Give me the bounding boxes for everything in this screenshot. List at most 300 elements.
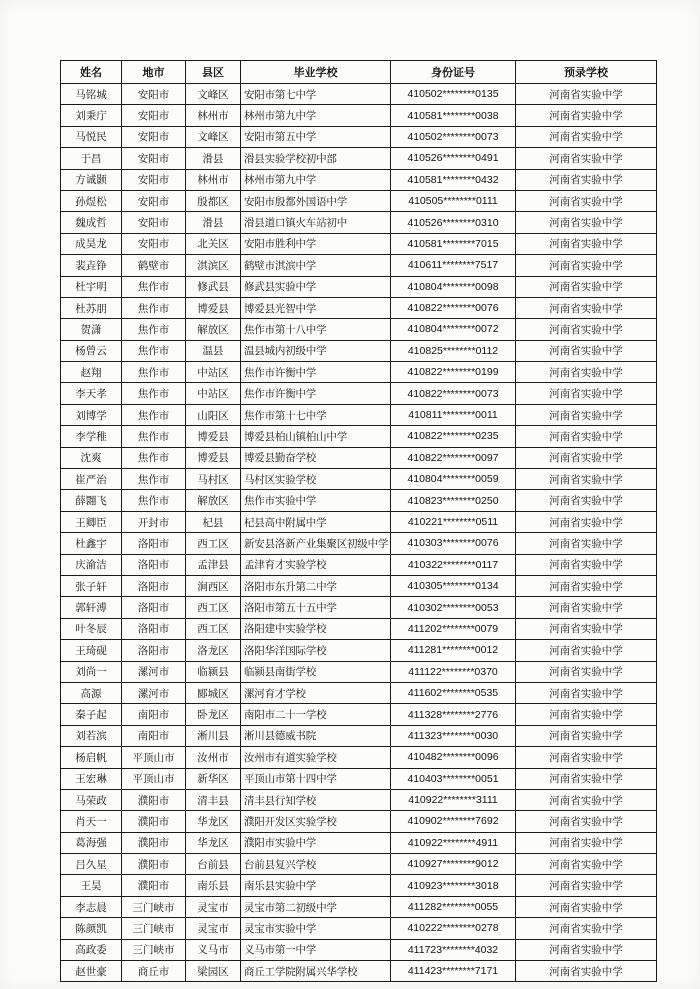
cell-city: 安阳市 [122, 148, 186, 169]
cell-name: 刘尚一 [61, 661, 122, 682]
cell-name: 张子轩 [61, 575, 122, 596]
cell-id-number: 410823********0250 [391, 490, 516, 511]
cell-name: 叶冬辰 [61, 618, 122, 639]
cell-admitted-school: 河南省实验中学 [516, 533, 657, 554]
cell-school: 洛阳华洋国际学校 [241, 640, 391, 661]
cell-district: 滑县 [186, 148, 241, 169]
cell-city: 焦作市 [122, 404, 186, 425]
table-row [61, 148, 657, 169]
header-admitted-school: 预录学校 [516, 61, 657, 84]
table-row [61, 84, 657, 105]
cell-city: 平顶山市 [122, 768, 186, 789]
cell-admitted-school: 河南省实验中学 [516, 105, 657, 126]
table-row [61, 469, 657, 490]
cell-district: 南乐县 [186, 875, 241, 896]
cell-school: 淅川县德威书院 [241, 725, 391, 746]
cell-name: 吕久星 [61, 854, 122, 875]
cell-school: 洛阳市第五十五中学 [241, 597, 391, 618]
cell-admitted-school: 河南省实验中学 [516, 661, 657, 682]
header-row [61, 61, 657, 84]
cell-city: 漯河市 [122, 682, 186, 703]
table-row [61, 575, 657, 596]
table-row [61, 918, 657, 939]
cell-school: 林州市第九中学 [241, 105, 391, 126]
cell-city: 洛阳市 [122, 618, 186, 639]
table-row [61, 640, 657, 661]
cell-district: 北关区 [186, 233, 241, 254]
cell-city: 安阳市 [122, 212, 186, 233]
cell-admitted-school: 河南省实验中学 [516, 618, 657, 639]
cell-city: 濮阳市 [122, 789, 186, 810]
cell-city: 开封市 [122, 511, 186, 532]
cell-school: 滑县实验学校初中部 [241, 148, 391, 169]
cell-admitted-school: 河南省实验中学 [516, 383, 657, 404]
cell-district: 西工区 [186, 597, 241, 618]
cell-name: 陈颜凯 [61, 918, 122, 939]
cell-id-number: 410502********0073 [391, 126, 516, 147]
cell-district: 涧西区 [186, 575, 241, 596]
cell-admitted-school: 河南省实验中学 [516, 255, 657, 276]
cell-district: 新华区 [186, 768, 241, 789]
cell-admitted-school: 河南省实验中学 [516, 447, 657, 468]
cell-admitted-school: 河南省实验中学 [516, 811, 657, 832]
cell-id-number: 410505********0111 [391, 190, 516, 211]
cell-admitted-school: 河南省实验中学 [516, 319, 657, 340]
cell-school: 商丘工学院附属兴华学校 [241, 961, 391, 982]
cell-admitted-school: 河南省实验中学 [516, 84, 657, 105]
cell-admitted-school: 河南省实验中学 [516, 511, 657, 532]
cell-district: 淇滨区 [186, 255, 241, 276]
table-row [61, 362, 657, 383]
cell-school: 孟津育才实验学校 [241, 554, 391, 575]
cell-id-number: 410825********0112 [391, 340, 516, 361]
cell-school: 安阳市第七中学 [241, 84, 391, 105]
cell-id-number: 410927********9012 [391, 854, 516, 875]
cell-id-number: 411281********0012 [391, 640, 516, 661]
cell-district: 中站区 [186, 383, 241, 404]
table-row [61, 747, 657, 768]
table-row [61, 212, 657, 233]
cell-city: 商丘市 [122, 961, 186, 982]
cell-id-number: 411202********0079 [391, 618, 516, 639]
cell-name: 方诚颢 [61, 169, 122, 190]
cell-admitted-school: 河南省实验中学 [516, 704, 657, 725]
header-district: 县区 [186, 61, 241, 84]
cell-id-number: 410502********0135 [391, 84, 516, 105]
cell-school: 焦作市第十八中学 [241, 319, 391, 340]
cell-admitted-school: 河南省实验中学 [516, 854, 657, 875]
cell-name: 王宏琳 [61, 768, 122, 789]
cell-school: 新安县洛新产业集聚区初级中学 [241, 533, 391, 554]
cell-city: 安阳市 [122, 105, 186, 126]
cell-name: 庆渝洁 [61, 554, 122, 575]
cell-district: 解放区 [186, 319, 241, 340]
cell-school: 鹤壁市淇滨中学 [241, 255, 391, 276]
table-row [61, 255, 657, 276]
cell-district: 淅川县 [186, 725, 241, 746]
cell-district: 博爱县 [186, 447, 241, 468]
cell-school: 焦作市实验中学 [241, 490, 391, 511]
cell-name: 刘博学 [61, 404, 122, 425]
table-row [61, 618, 657, 639]
cell-name: 葛海强 [61, 832, 122, 853]
cell-admitted-school: 河南省实验中学 [516, 190, 657, 211]
table-row [61, 789, 657, 810]
cell-name: 马铭城 [61, 84, 122, 105]
cell-school: 南乐县实验中学 [241, 875, 391, 896]
header-school: 毕业学校 [241, 61, 391, 84]
cell-district: 林州市 [186, 169, 241, 190]
header-city: 地市 [122, 61, 186, 84]
cell-school: 南阳市二十一学校 [241, 704, 391, 725]
cell-school: 洛阳市东升第二中学 [241, 575, 391, 596]
table-row [61, 597, 657, 618]
cell-city: 洛阳市 [122, 597, 186, 618]
cell-id-number: 410303********0076 [391, 533, 516, 554]
cell-admitted-school: 河南省实验中学 [516, 939, 657, 960]
cell-school: 清丰县行知学校 [241, 789, 391, 810]
cell-school: 滑县道口镇火车站初中 [241, 212, 391, 233]
table-row [61, 426, 657, 447]
cell-city: 安阳市 [122, 84, 186, 105]
table-row [61, 811, 657, 832]
cell-admitted-school: 河南省实验中学 [516, 961, 657, 982]
cell-city: 鹤壁市 [122, 255, 186, 276]
cell-district: 西工区 [186, 618, 241, 639]
cell-admitted-school: 河南省实验中学 [516, 554, 657, 575]
cell-name: 杜宇明 [61, 276, 122, 297]
cell-district: 华龙区 [186, 832, 241, 853]
cell-name: 高源 [61, 682, 122, 703]
cell-school: 灵宝市实验中学 [241, 918, 391, 939]
cell-city: 焦作市 [122, 426, 186, 447]
cell-city: 濮阳市 [122, 854, 186, 875]
cell-admitted-school: 河南省实验中学 [516, 875, 657, 896]
cell-name: 李志晨 [61, 896, 122, 917]
cell-name: 杜苏朋 [61, 297, 122, 318]
cell-school: 林州市第九中学 [241, 169, 391, 190]
cell-name: 孙煜松 [61, 190, 122, 211]
table-row [61, 190, 657, 211]
table-row [61, 896, 657, 917]
cell-id-number: 410581********0038 [391, 105, 516, 126]
cell-name: 马悦民 [61, 126, 122, 147]
table-row [61, 875, 657, 896]
cell-id-number: 411328********2776 [391, 704, 516, 725]
cell-id-number: 410804********0072 [391, 319, 516, 340]
cell-school: 马村区实验学校 [241, 469, 391, 490]
table-row [61, 233, 657, 254]
cell-city: 三门峡市 [122, 896, 186, 917]
cell-city: 三门峡市 [122, 918, 186, 939]
cell-district: 西工区 [186, 533, 241, 554]
cell-id-number: 410526********0310 [391, 212, 516, 233]
cell-id-number: 410822********0076 [391, 297, 516, 318]
cell-school: 博爱县光智中学 [241, 297, 391, 318]
cell-district: 华龙区 [186, 811, 241, 832]
cell-name: 薛翾飞 [61, 490, 122, 511]
cell-district: 中站区 [186, 362, 241, 383]
cell-school: 修武县实验中学 [241, 276, 391, 297]
cell-city: 洛阳市 [122, 640, 186, 661]
table-row [61, 383, 657, 404]
cell-name: 沈爽 [61, 447, 122, 468]
cell-id-number: 410222********0278 [391, 918, 516, 939]
cell-city: 焦作市 [122, 276, 186, 297]
cell-district: 修武县 [186, 276, 241, 297]
cell-school: 漯河育才学校 [241, 682, 391, 703]
table-row [61, 126, 657, 147]
cell-id-number: 410822********0199 [391, 362, 516, 383]
table-row [61, 511, 657, 532]
cell-city: 濮阳市 [122, 811, 186, 832]
cell-district: 义马市 [186, 939, 241, 960]
cell-district: 文峰区 [186, 84, 241, 105]
cell-school: 焦作市许衡中学 [241, 383, 391, 404]
cell-city: 焦作市 [122, 362, 186, 383]
cell-id-number: 411423********7171 [391, 961, 516, 982]
cell-district: 博爱县 [186, 426, 241, 447]
cell-admitted-school: 河南省实验中学 [516, 682, 657, 703]
cell-district: 解放区 [186, 490, 241, 511]
cell-district: 马村区 [186, 469, 241, 490]
table-row [61, 169, 657, 190]
cell-name: 郭轩溥 [61, 597, 122, 618]
cell-admitted-school: 河南省实验中学 [516, 404, 657, 425]
cell-admitted-school: 河南省实验中学 [516, 426, 657, 447]
cell-name: 李天孝 [61, 383, 122, 404]
cell-district: 临颍县 [186, 661, 241, 682]
cell-name: 肖天一 [61, 811, 122, 832]
cell-district: 洛龙区 [186, 640, 241, 661]
cell-school: 平顶山市第十四中学 [241, 768, 391, 789]
cell-admitted-school: 河南省实验中学 [516, 747, 657, 768]
cell-city: 焦作市 [122, 340, 186, 361]
cell-name: 秦子起 [61, 704, 122, 725]
table-row [61, 854, 657, 875]
cell-admitted-school: 河南省实验中学 [516, 233, 657, 254]
cell-id-number: 411122********0370 [391, 661, 516, 682]
cell-district: 灵宝市 [186, 918, 241, 939]
cell-admitted-school: 河南省实验中学 [516, 640, 657, 661]
header-name: 姓名 [61, 61, 122, 84]
cell-district: 滑县 [186, 212, 241, 233]
cell-school: 濮阳市实验中学 [241, 832, 391, 853]
cell-city: 安阳市 [122, 169, 186, 190]
cell-city: 焦作市 [122, 447, 186, 468]
cell-admitted-school: 河南省实验中学 [516, 469, 657, 490]
table-row [61, 832, 657, 853]
cell-city: 南阳市 [122, 725, 186, 746]
cell-city: 洛阳市 [122, 533, 186, 554]
cell-name: 刘若滨 [61, 725, 122, 746]
cell-school: 义马市第一中学 [241, 939, 391, 960]
cell-name: 赵翔 [61, 362, 122, 383]
cell-district: 郾城区 [186, 682, 241, 703]
cell-name: 王琦砚 [61, 640, 122, 661]
cell-district: 台前县 [186, 854, 241, 875]
cell-name: 马荣政 [61, 789, 122, 810]
table-row [61, 404, 657, 425]
cell-name: 李学稚 [61, 426, 122, 447]
table-row [61, 961, 657, 982]
cell-school: 台前县复兴学校 [241, 854, 391, 875]
cell-district: 殷都区 [186, 190, 241, 211]
cell-school: 温县城内初级中学 [241, 340, 391, 361]
cell-name: 赵世豪 [61, 961, 122, 982]
cell-name: 贺潇 [61, 319, 122, 340]
cell-admitted-school: 河南省实验中学 [516, 490, 657, 511]
cell-admitted-school: 河南省实验中学 [516, 597, 657, 618]
cell-admitted-school: 河南省实验中学 [516, 725, 657, 746]
cell-id-number: 410581********7015 [391, 233, 516, 254]
cell-name: 崔严治 [61, 469, 122, 490]
cell-city: 洛阳市 [122, 575, 186, 596]
cell-city: 安阳市 [122, 126, 186, 147]
table-row [61, 340, 657, 361]
cell-city: 平顶山市 [122, 747, 186, 768]
cell-id-number: 410403********0051 [391, 768, 516, 789]
cell-id-number: 410822********0235 [391, 426, 516, 447]
cell-id-number: 411323********0030 [391, 725, 516, 746]
cell-name: 于昌 [61, 148, 122, 169]
cell-city: 濮阳市 [122, 832, 186, 853]
cell-school: 灵宝市第二初级中学 [241, 896, 391, 917]
cell-school: 博爱县勤奋学校 [241, 447, 391, 468]
cell-admitted-school: 河南省实验中学 [516, 918, 657, 939]
cell-admitted-school: 河南省实验中学 [516, 212, 657, 233]
cell-city: 焦作市 [122, 383, 186, 404]
cell-id-number: 410526********0491 [391, 148, 516, 169]
cell-name: 裴垚铮 [61, 255, 122, 276]
table-row [61, 661, 657, 682]
cell-name: 杨曾云 [61, 340, 122, 361]
cell-district: 卧龙区 [186, 704, 241, 725]
cell-school: 临颍县南街学校 [241, 661, 391, 682]
cell-district: 文峰区 [186, 126, 241, 147]
cell-admitted-school: 河南省实验中学 [516, 768, 657, 789]
cell-school: 安阳市胜利中学 [241, 233, 391, 254]
cell-school: 焦作市第十七中学 [241, 404, 391, 425]
cell-name: 魏成哲 [61, 212, 122, 233]
cell-id-number: 410923********3018 [391, 875, 516, 896]
cell-school: 洛阳建中实验学校 [241, 618, 391, 639]
cell-name: 杜鑫宇 [61, 533, 122, 554]
cell-city: 焦作市 [122, 490, 186, 511]
cell-id-number: 410611********7517 [391, 255, 516, 276]
cell-district: 灵宝市 [186, 896, 241, 917]
cell-admitted-school: 河南省实验中学 [516, 362, 657, 383]
cell-school: 安阳市殷都外国语中学 [241, 190, 391, 211]
header-id-number: 身份证号 [391, 61, 516, 84]
table-row [61, 704, 657, 725]
cell-school: 汝州市有道实验学校 [241, 747, 391, 768]
cell-school: 濮阳开发区实验学校 [241, 811, 391, 832]
cell-name: 王昊 [61, 875, 122, 896]
table-row [61, 768, 657, 789]
cell-id-number: 410482********0096 [391, 747, 516, 768]
cell-id-number: 411282********0055 [391, 896, 516, 917]
cell-school: 杞县高中附属中学 [241, 511, 391, 532]
cell-city: 焦作市 [122, 297, 186, 318]
cell-district: 孟津县 [186, 554, 241, 575]
cell-school: 安阳市第五中学 [241, 126, 391, 147]
table-row [61, 533, 657, 554]
cell-district: 林州市 [186, 105, 241, 126]
cell-admitted-school: 河南省实验中学 [516, 896, 657, 917]
cell-name: 王卿臣 [61, 511, 122, 532]
cell-district: 杞县 [186, 511, 241, 532]
cell-city: 安阳市 [122, 233, 186, 254]
cell-name: 高政委 [61, 939, 122, 960]
cell-district: 梁园区 [186, 961, 241, 982]
cell-id-number: 410811********0011 [391, 404, 516, 425]
admission-table [60, 60, 657, 982]
cell-school: 博爱县柏山镇柏山中学 [241, 426, 391, 447]
cell-city: 安阳市 [122, 190, 186, 211]
table-row [61, 447, 657, 468]
table-row [61, 276, 657, 297]
cell-admitted-school: 河南省实验中学 [516, 789, 657, 810]
table-row [61, 554, 657, 575]
cell-admitted-school: 河南省实验中学 [516, 148, 657, 169]
cell-id-number: 410322********0117 [391, 554, 516, 575]
cell-id-number: 411602********0535 [391, 682, 516, 703]
cell-id-number: 410902********7692 [391, 811, 516, 832]
cell-admitted-school: 河南省实验中学 [516, 832, 657, 853]
table-row [61, 297, 657, 318]
table-row [61, 105, 657, 126]
cell-admitted-school: 河南省实验中学 [516, 297, 657, 318]
cell-id-number: 410822********0073 [391, 383, 516, 404]
table-row [61, 939, 657, 960]
cell-district: 清丰县 [186, 789, 241, 810]
cell-id-number: 410302********0053 [391, 597, 516, 618]
cell-city: 焦作市 [122, 469, 186, 490]
cell-city: 漯河市 [122, 661, 186, 682]
cell-district: 温县 [186, 340, 241, 361]
table-row [61, 682, 657, 703]
cell-id-number: 410221********0511 [391, 511, 516, 532]
cell-id-number: 410804********0098 [391, 276, 516, 297]
cell-id-number: 410922********3111 [391, 789, 516, 810]
cell-city: 洛阳市 [122, 554, 186, 575]
cell-admitted-school: 河南省实验中学 [516, 169, 657, 190]
cell-city: 濮阳市 [122, 875, 186, 896]
table-row [61, 319, 657, 340]
table-row [61, 725, 657, 746]
cell-id-number: 410822********0097 [391, 447, 516, 468]
cell-district: 山阳区 [186, 404, 241, 425]
cell-district: 汝州市 [186, 747, 241, 768]
cell-admitted-school: 河南省实验中学 [516, 575, 657, 596]
cell-admitted-school: 河南省实验中学 [516, 340, 657, 361]
cell-id-number: 410305********0134 [391, 575, 516, 596]
cell-city: 焦作市 [122, 319, 186, 340]
table-row [61, 490, 657, 511]
cell-id-number: 410804********0059 [391, 469, 516, 490]
cell-name: 杨启帆 [61, 747, 122, 768]
cell-name: 成昊龙 [61, 233, 122, 254]
cell-district: 博爱县 [186, 297, 241, 318]
cell-id-number: 411723********4032 [391, 939, 516, 960]
cell-admitted-school: 河南省实验中学 [516, 126, 657, 147]
cell-admitted-school: 河南省实验中学 [516, 276, 657, 297]
cell-id-number: 410922********4911 [391, 832, 516, 853]
cell-city: 三门峡市 [122, 939, 186, 960]
cell-city: 南阳市 [122, 704, 186, 725]
cell-name: 刘秉庁 [61, 105, 122, 126]
